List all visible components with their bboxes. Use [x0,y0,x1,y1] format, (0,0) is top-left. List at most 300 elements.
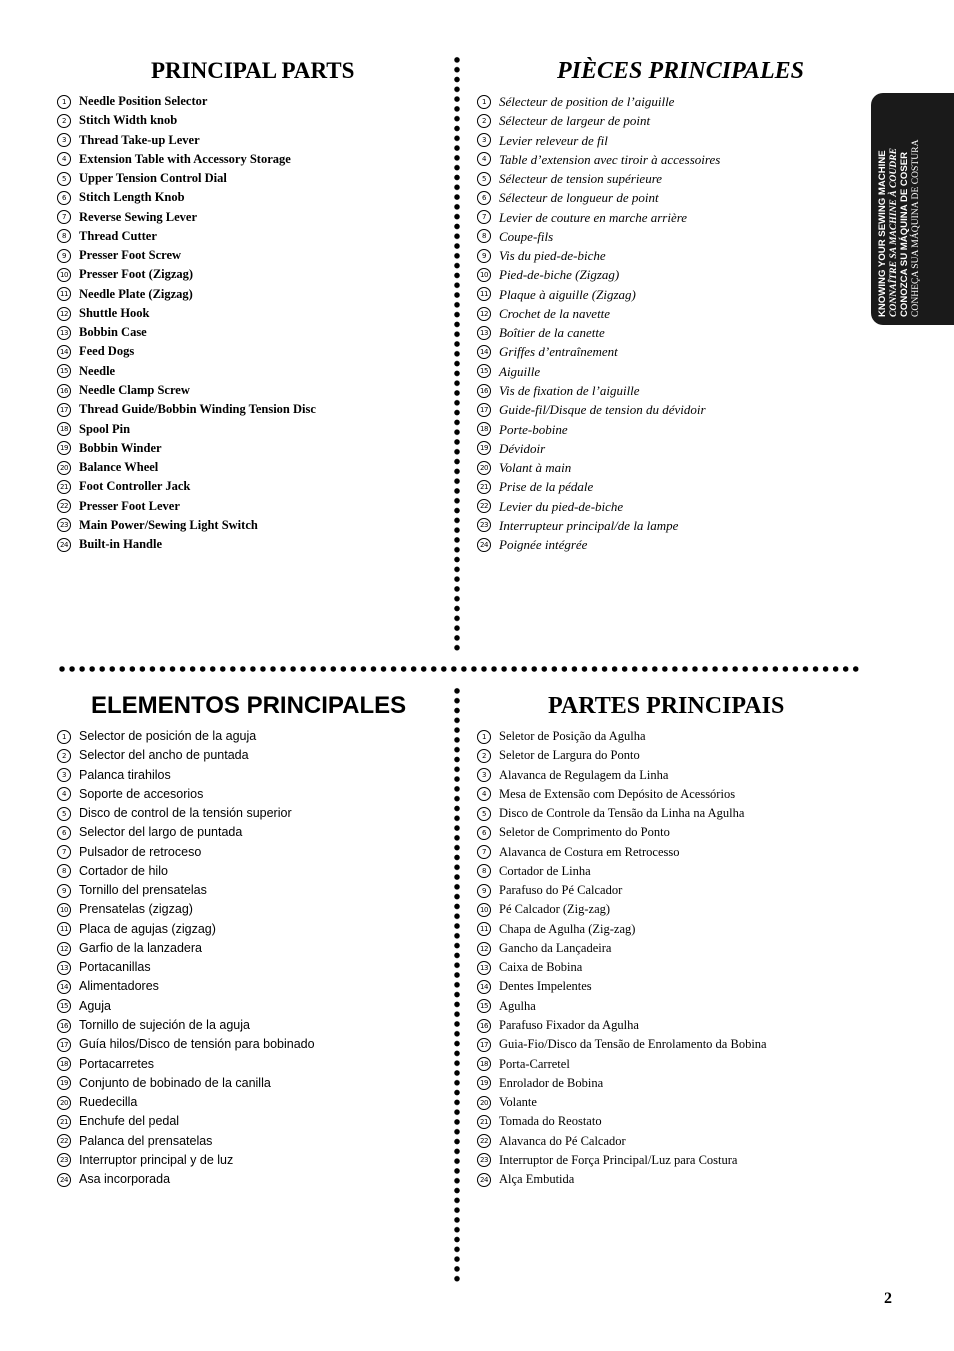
item-label: Alavanca do Pé Calcador [499,1133,626,1148]
item-label: Palanca del prensatelas [79,1133,213,1148]
item-number-badge: 12 [477,307,491,321]
list-item [477,150,857,169]
list-item [57,285,437,304]
list-item [57,265,437,284]
item-number-badge: 2 [477,749,491,763]
list-item [57,1074,437,1093]
item-number-badge: 19 [57,441,71,455]
list-item [477,862,857,881]
item-label: Extension Table with Accessory Storage [79,151,291,166]
list-item [477,458,857,477]
item-number-badge: 11 [57,922,71,936]
item-number-badge: 10 [57,903,71,917]
item-label: Volant à main [499,460,572,476]
item-label: Alimentadores [79,979,159,994]
item-number-badge: 6 [57,191,71,205]
item-number-badge: 1 [477,95,491,109]
list-item [57,823,437,842]
item-label: Enrolador de Bobina [499,1075,604,1090]
item-label: Spool Pin [79,421,131,436]
item-number-badge: 15 [57,999,71,1013]
item-number-badge: 19 [477,441,491,455]
item-number-badge: 8 [477,229,491,243]
item-label: Alavanca de Regulagem da Linha [499,767,669,782]
item-number-badge: 23 [477,518,491,532]
section-portuguese [477,691,857,1189]
item-number-badge: 19 [57,1076,71,1090]
item-number-badge: 14 [477,980,491,994]
list-item [57,1016,437,1035]
list-item [477,843,857,862]
item-number-badge: 4 [57,787,71,801]
item-label: Levier de couture en marche arrière [499,209,688,225]
item-number-badge: 20 [57,461,71,475]
list-item [477,997,857,1016]
item-label: Coupe-fils [499,228,554,244]
item-number-badge: 20 [57,1096,71,1110]
item-label: Table d’extension avec tiroir à accessoires [499,151,721,167]
item-label: Chapa de Agulha (Zig-zag) [499,921,636,936]
item-number-badge: 11 [477,922,491,936]
item-number-badge: 2 [477,114,491,128]
list-item [57,381,437,400]
item-number-badge: 14 [477,345,491,359]
list-item [57,977,437,996]
list-item [477,746,857,765]
item-number-badge: 22 [477,1134,491,1148]
item-number-badge: 9 [57,884,71,898]
list-item [57,843,437,862]
item-number-badge: 24 [477,1173,491,1187]
list-item [57,997,437,1016]
item-label: Thread Take-up Lever [79,132,200,147]
item-label: Griffes d’entraînement [499,344,618,360]
list-item [57,1151,437,1170]
list-item [477,1132,857,1151]
item-label: Parafuso Fixador da Agulha [499,1017,639,1032]
item-number-badge: 11 [57,287,71,301]
list-item [477,977,857,996]
item-number-badge: 21 [477,480,491,494]
item-label: Sélecteur de position de l’aiguille [499,94,675,109]
list-item [57,1055,437,1074]
item-number-badge: 1 [57,95,71,109]
item-number-badge: 15 [477,999,491,1013]
item-number-badge: 22 [477,499,491,513]
item-number-badge: 18 [57,422,71,436]
list-item [57,746,437,765]
item-label: Seletor de Posição da Agulha [499,729,646,743]
list-item [477,1055,857,1074]
item-label: Levier du pied-de-biche [499,498,624,514]
item-label: Needle Clamp Screw [79,382,190,397]
item-number-badge: 2 [57,114,71,128]
item-label: Mesa de Extensão com Depósito de Acessórios [499,786,736,801]
item-label: Selector del ancho de puntada [79,748,249,763]
item-label: Garfio de la lanzadera [79,940,202,955]
list-item [477,131,857,150]
item-number-badge: 21 [57,1115,71,1129]
list-item [57,766,437,785]
item-label: Needle Position Selector [79,94,208,108]
list-item [57,246,437,265]
list-item [57,439,437,458]
item-number-badge: 1 [57,730,71,744]
item-number-badge: 7 [57,845,71,859]
item-label: Porta-Carretel [499,1056,570,1071]
list-item [477,766,857,785]
item-label: Volante [499,1095,537,1110]
list-item [57,1035,437,1054]
item-number-badge: 7 [477,845,491,859]
item-number-badge: 22 [57,499,71,513]
item-number-badge: 10 [477,903,491,917]
item-label: Seletor de Comprimento do Ponto [499,825,670,840]
item-label: Alavanca de Costura em Retrocesso [499,844,680,859]
item-number-badge: 6 [477,826,491,840]
item-label: Portacanillas [79,960,151,975]
item-label: Reverse Sewing Lever [79,209,198,224]
list-item [57,323,437,342]
item-number-badge: 18 [57,1057,71,1071]
chapter-side-tab [871,93,954,325]
section-title-spanish: ELEMENTOS PRINCIPALES [91,692,407,719]
item-label: Sélecteur de longueur de point [499,190,659,206]
item-number-badge: 13 [477,326,491,340]
item-number-badge: 8 [57,864,71,878]
item-label: Disco de control de la tensión superior [79,806,292,821]
list-item [57,400,437,419]
item-number-badge: 21 [57,480,71,494]
item-number-badge: 16 [57,1019,71,1033]
side-tab-french: CONNAÎTRE SA MACHINE À COUDRE [888,147,899,317]
item-label: Feed Dogs [79,344,135,359]
side-tab-portuguese: CONHEÇA SUA MÁQUINA DE COSTURA [910,139,921,317]
list-item [477,362,857,381]
item-label: Prensatelas (zigzag) [79,902,193,917]
item-number-badge: 5 [57,807,71,821]
item-number-badge: 24 [477,538,491,552]
item-label: Aguja [79,998,111,1013]
list-item [477,881,857,900]
list-item [57,958,437,977]
item-number-badge: 2 [57,749,71,763]
item-number-badge: 6 [477,191,491,205]
item-number-badge: 3 [57,768,71,782]
list-item [477,92,857,111]
list-item [57,1093,437,1112]
item-number-badge: 17 [57,403,71,417]
item-label: Vis de fixation de l’aiguille [499,382,640,398]
item-label: Sélecteur de tension supérieure [499,171,663,187]
item-number-badge: 7 [477,210,491,224]
item-label: Cortador de Linha [499,863,591,878]
item-label: Dentes Impelentes [499,979,592,994]
item-label: Guia-Fio/Disco da Tensão de Enrolamento da Bobina [499,1037,767,1052]
item-label: Presser Foot Lever [79,498,180,513]
list-item [477,381,857,400]
item-label: Plaque à aiguille (Zigzag) [499,286,636,302]
item-number-badge: 9 [477,249,491,263]
list-item [477,823,857,842]
list-item [477,785,857,804]
item-label: Interrupteur principal/de la lampe [499,517,679,533]
item-label: Sélecteur de largeur de point [499,113,651,129]
item-label: Prise de la pédale [499,479,594,495]
list-item [57,420,437,439]
item-number-badge: 5 [57,172,71,186]
item-label: Ruedecilla [79,1095,138,1110]
list-item [57,458,437,477]
list-item [477,920,857,939]
item-number-badge: 20 [477,461,491,475]
side-tab-english: KNOWING YOUR SEWING MACHINE [877,150,888,317]
item-number-badge: 23 [57,1153,71,1167]
item-number-badge: 20 [477,1096,491,1110]
list-item [477,727,857,746]
item-label: Presser Foot (Zigzag) [79,267,194,282]
item-number-badge: 15 [57,364,71,378]
vertical-dotted-divider-bottom [454,686,460,1283]
list-item [477,265,857,284]
item-label: Aiguille [499,363,541,379]
item-label: Placa de agujas (zigzag) [79,921,216,936]
item-label: Balance Wheel [79,460,159,475]
item-label: Cortador de hilo [79,863,168,878]
item-number-badge: 22 [57,1134,71,1148]
item-number-badge: 8 [57,229,71,243]
section-title-english: PRINCIPAL PARTS [151,58,355,83]
item-label: Interruptor principal y de luz [79,1152,234,1167]
item-number-badge: 14 [57,345,71,359]
item-label: Crochet de la navette [499,305,611,321]
item-label: Interruptor de Força Principal/Luz para Costura [499,1152,738,1167]
item-number-badge: 8 [477,864,491,878]
item-label: Parafuso do Pé Calcador [499,883,623,898]
item-number-badge: 6 [57,826,71,840]
item-number-badge: 13 [57,326,71,340]
list-item [477,188,857,207]
item-number-badge: 19 [477,1076,491,1090]
item-number-badge: 14 [57,980,71,994]
parts-list-portuguese [477,727,857,1189]
list-item [477,939,857,958]
item-label: Stitch Length Knob [79,190,185,205]
list-item [57,111,437,130]
list-item [57,342,437,361]
item-number-badge: 3 [477,768,491,782]
item-label: Selector del largo de puntada [79,825,243,840]
list-item [57,208,437,227]
list-item [57,131,437,150]
item-number-badge: 4 [57,152,71,166]
list-item [477,1035,857,1054]
list-item [57,362,437,381]
list-item [477,1016,857,1035]
item-number-badge: 9 [477,884,491,898]
list-item [477,497,857,516]
list-item [477,246,857,265]
item-number-badge: 24 [57,1173,71,1187]
item-label: Asa incorporada [79,1172,171,1187]
section-title-french: PIÈCES PRINCIPALES [557,58,804,84]
item-number-badge: 4 [477,152,491,166]
item-label: Porte-bobine [499,421,568,437]
list-item [57,920,437,939]
item-label: Poignée intégrée [499,537,588,553]
item-number-badge: 12 [57,942,71,956]
item-label: Built-in Handle [79,537,163,552]
item-number-badge: 16 [57,384,71,398]
item-number-badge: 4 [477,787,491,801]
list-item [57,92,437,111]
item-number-badge: 12 [477,942,491,956]
list-item [477,477,857,496]
list-item [477,535,857,554]
list-item [477,1151,857,1170]
list-item [57,862,437,881]
list-item [57,939,437,958]
list-item [477,342,857,361]
item-label: Tornillo de sujeción de la aguja [79,1017,250,1032]
item-number-badge: 23 [57,518,71,532]
item-label: Needle [79,363,116,378]
item-number-badge: 21 [477,1115,491,1129]
parts-list-french [477,92,857,554]
item-label: Pé Calcador (Zig-zag) [499,902,611,917]
item-label: Palanca tirahilos [79,767,171,782]
item-label: Portacarretes [79,1056,155,1071]
item-label: Seletor de Largura do Ponto [499,748,640,763]
item-label: Needle Plate (Zigzag) [79,286,193,301]
item-label: Selector de posición de la aguja [79,729,257,743]
item-label: Boîtier de la canette [499,325,605,341]
parts-list-spanish [57,727,437,1189]
item-number-badge: 16 [477,1019,491,1033]
list-item [477,1074,857,1093]
item-label: Thread Guide/Bobbin Winding Tension Disc [79,402,316,417]
item-label: Tornillo del prensatelas [79,883,207,898]
list-item [477,285,857,304]
list-item [57,497,437,516]
item-label: Guide-fil/Disque de tension du dévidoir [499,402,706,418]
item-number-badge: 5 [477,807,491,821]
list-item [57,150,437,169]
list-item [477,208,857,227]
section-french [477,56,857,554]
list-item [477,958,857,977]
item-number-badge: 9 [57,249,71,263]
list-item [477,1112,857,1131]
item-label: Soporte de accesorios [79,786,204,801]
side-tab-spanish: CONOZCA SU MÁQUINA DE COSER [899,151,910,317]
item-number-badge: 18 [477,422,491,436]
item-number-badge: 3 [57,133,71,147]
list-item [57,1112,437,1131]
item-label: Stitch Width knob [79,113,178,128]
list-item [57,516,437,535]
section-english [57,56,437,554]
horizontal-dotted-divider [57,666,861,672]
list-item [477,804,857,823]
item-label: Shuttle Hook [79,305,150,320]
list-item [477,169,857,188]
list-item [477,304,857,323]
item-number-badge: 13 [477,961,491,975]
item-label: Agulha [499,998,536,1013]
item-label: Gancho da Lançadeira [499,940,612,955]
list-item [477,900,857,919]
list-item [57,169,437,188]
item-number-badge: 1 [477,730,491,744]
item-number-badge: 15 [477,364,491,378]
list-item [57,1170,437,1189]
list-item [57,188,437,207]
item-label: Bobbin Winder [79,440,162,455]
item-number-badge: 3 [477,133,491,147]
vertical-dotted-divider-top [454,55,460,653]
list-item [57,227,437,246]
item-label: Guía hilos/Disco de tensión para bobinado [79,1037,315,1052]
item-number-badge: 24 [57,538,71,552]
item-label: Levier releveur de fil [499,132,608,148]
item-label: Vis du pied-de-biche [499,248,606,264]
list-item [57,785,437,804]
item-number-badge: 12 [57,307,71,321]
item-number-badge: 23 [477,1153,491,1167]
item-number-badge: 17 [57,1038,71,1052]
item-label: Disco de Controle da Tensão da Linha na Agulha [499,806,745,821]
item-number-badge: 13 [57,961,71,975]
list-item [477,439,857,458]
section-spanish [57,691,437,1189]
item-label: Alça Embutida [499,1172,575,1187]
item-label: Thread Cutter [79,228,157,243]
item-label: Caixa de Bobina [499,960,583,975]
item-number-badge: 17 [477,403,491,417]
page-number: 2 [884,1290,892,1307]
list-item [477,400,857,419]
item-number-badge: 11 [477,287,491,301]
list-item [57,477,437,496]
list-item [477,420,857,439]
item-number-badge: 7 [57,210,71,224]
list-item [477,323,857,342]
list-item [57,535,437,554]
item-label: Main Power/Sewing Light Switch [79,517,258,532]
item-label: Pied-de-biche (Zigzag) [499,267,620,283]
item-number-badge: 17 [477,1038,491,1052]
item-label: Upper Tension Control Dial [79,171,227,186]
list-item [477,1170,857,1189]
list-item [57,727,437,746]
item-label: Pulsador de retroceso [79,844,202,859]
list-item [477,227,857,246]
list-item [57,304,437,323]
item-label: Tomada do Reostato [499,1114,602,1129]
section-title-portuguese: PARTES PRINCIPAIS [548,693,785,719]
item-label: Enchufe del pedal [79,1114,180,1129]
parts-list-english [57,92,437,554]
item-label: Dévidoir [499,440,546,456]
item-number-badge: 5 [477,172,491,186]
item-label: Presser Foot Screw [79,248,182,263]
item-label: Foot Controller Jack [79,479,191,494]
list-item [57,881,437,900]
list-item [477,111,857,130]
list-item [57,900,437,919]
list-item [57,804,437,823]
